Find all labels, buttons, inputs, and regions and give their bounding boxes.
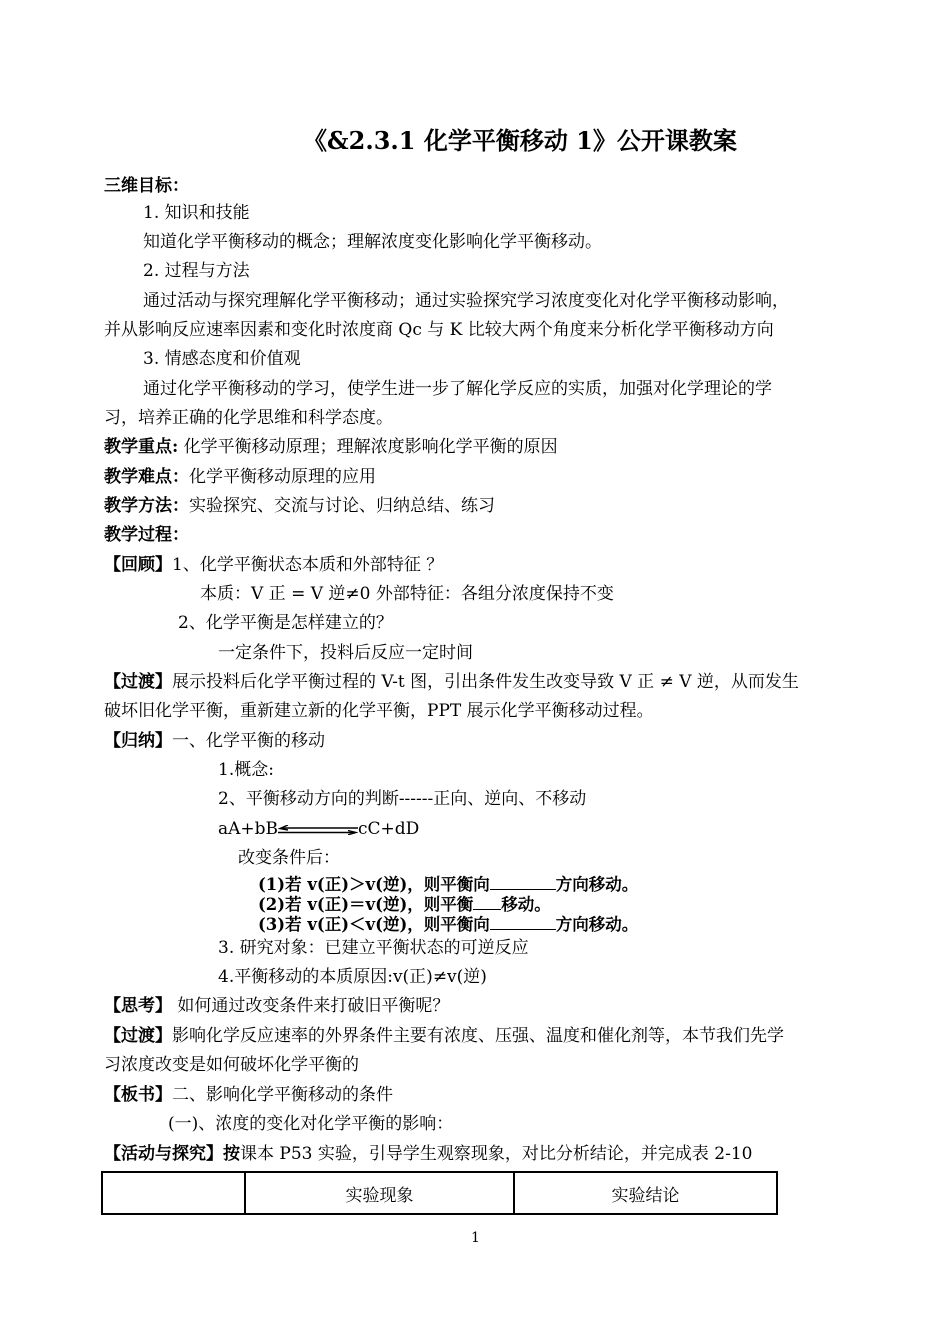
reaction-equation [218, 818, 419, 840]
table-header-phenomenon: 实验现象 [245, 1172, 514, 1214]
review-question-2: 2、化学平衡是怎样建立的？ [178, 613, 393, 633]
think-text: 如何通过改变条件来打破旧平衡呢？ [172, 996, 450, 1016]
condition-3-prefix: (3)若 [258, 915, 308, 934]
difficulties-label: 教学难点： [104, 467, 189, 487]
transition-2-text: 影响化学反应速率的外界条件主要有浓度、压强、温度和催化剂等，本节我们先学 [172, 1026, 784, 1046]
table-header-cell-empty [102, 1172, 245, 1214]
think-line [104, 995, 449, 1017]
board-text: 二、影响化学平衡移动的条件 [172, 1085, 393, 1105]
activity-tag: 【活动与探究】 [104, 1144, 223, 1164]
condition-1-suffix: 方向移动。 [555, 875, 639, 894]
transition-1-tag: 【过渡】 [104, 672, 172, 692]
review-q1-text: 1、化学平衡状态本质和外部特征 ？ [172, 555, 444, 575]
summary-heading [104, 730, 325, 752]
condition-1-main: v(正)＞v(逆)，则平衡向 [307, 875, 490, 894]
condition-3-suffix: 方向移动。 [555, 915, 639, 934]
table-header-conclusion: 实验结论 [514, 1172, 777, 1214]
key-points [104, 436, 558, 458]
summary-item-2: 2、平衡移动方向的判断------正向、逆向、不移动 [218, 789, 587, 809]
difficulties-text: 化学平衡移动原理的应用 [189, 467, 376, 487]
change-condition-label: 改变条件后： [238, 848, 340, 868]
key-points-text: 化学平衡移动原理；理解浓度影响化学平衡的原因 [178, 437, 558, 457]
condition-1-prefix: (1)若 [258, 875, 308, 894]
review-question-1 [104, 554, 443, 576]
condition-2-prefix: (2)若 [258, 895, 308, 914]
activity-text: 课本 P53 实验，引导学生观察现象，对比分析结论，并完成表 2-10 [240, 1144, 753, 1164]
condition-3-blank [490, 913, 556, 930]
transition-2-line2: 习浓度改变是如何破坏化学平衡的 [104, 1055, 359, 1075]
methods [104, 495, 495, 517]
condition-2-suffix: 移动。 [501, 895, 551, 914]
board-tag: 【板书】 [104, 1085, 172, 1105]
difficulties [104, 466, 376, 488]
objective-3-title: 3. 情感态度和价值观 [143, 349, 301, 369]
objective-1-title: 1. 知识和技能 [143, 203, 250, 223]
summary-item-4: 4.平衡移动的本质原因:v(正)≠v(逆) [218, 967, 487, 987]
objective-1-body: 知道化学平衡移动的概念；理解浓度变化影响化学平衡移动。 [143, 232, 602, 252]
key-points-label: 教学重点: [104, 437, 179, 457]
reversible-arrow-icon [278, 825, 358, 835]
review-tag: 【回顾】 [104, 555, 172, 575]
condition-2-blank [473, 893, 501, 910]
objective-2-body-line2: 并从影响反应速率因素和变化时浓度商 Qc 与 K 比较大两个角度来分析化学平衡移动方向 [104, 320, 774, 340]
condition-1 [258, 873, 638, 895]
methods-label: 教学方法： [104, 496, 189, 516]
condition-3-main: v(正)＜v(逆)，则平衡向 [307, 915, 490, 934]
page-title: 《&2.3.1 化学平衡移动 1》公开课教案 [303, 126, 737, 155]
activity-bold-word: 按 [223, 1144, 240, 1164]
transition-1-text: 展示投料后化学平衡过程的 V-t 图，引出条件发生改变导致 V 正 ≠ V 逆，从而发生 [172, 672, 799, 692]
transition-1-line1 [104, 671, 799, 693]
condition-3 [258, 913, 638, 935]
table-header-row [102, 1172, 777, 1214]
board-subheading: (一)、浓度的变化对化学平衡的影响： [168, 1114, 454, 1134]
process-heading: 教学过程： [104, 525, 189, 545]
condition-2 [258, 893, 551, 915]
summary-heading-text: 一、化学平衡的移动 [172, 731, 325, 751]
board-line [104, 1084, 393, 1106]
review-answer-2: 一定条件下，投料后反应一定时间 [218, 643, 473, 663]
page-number: 1 [471, 1230, 480, 1246]
think-tag: 【思考】 [104, 996, 172, 1016]
equation-products: cC+dD [358, 819, 420, 839]
objectives-heading: 三维目标： [104, 176, 189, 196]
condition-2-main: v(正)＝v(逆)，则平衡 [307, 895, 474, 914]
review-answer-1: 本质：V 正 = V 逆≠0 外部特征：各组分浓度保持不变 [200, 584, 614, 604]
objective-3-body-line2: 习，培养正确的化学思维和科学态度。 [104, 408, 393, 428]
objective-3-body-line1: 通过化学平衡移动的学习，使学生进一步了解化学反应的实质，加强对化学理论的学 [143, 379, 772, 399]
condition-1-blank [490, 873, 556, 890]
objective-2-title: 2. 过程与方法 [143, 261, 250, 281]
summary-tag: 【归纳】 [104, 731, 172, 751]
transition-2-tag: 【过渡】 [104, 1026, 172, 1046]
activity-line [104, 1143, 752, 1165]
transition-1-line2: 破坏旧化学平衡，重新建立新的化学平衡，PPT 展示化学平衡移动过程。 [104, 701, 654, 721]
summary-item-3: 3. 研究对象：已建立平衡状态的可逆反应 [218, 938, 529, 958]
summary-item-1: 1.概念: [218, 760, 274, 780]
experiment-table [101, 1171, 778, 1215]
transition-2-line1 [104, 1025, 784, 1047]
equation-reactants: aA+bB [218, 819, 279, 839]
objective-2-body-line1: 通过活动与探究理解化学平衡移动；通过实验探究学习浓度变化对化学平衡移动影响， [143, 291, 789, 311]
methods-text: 实验探究、交流与讨论、归纳总结、练习 [189, 496, 495, 516]
